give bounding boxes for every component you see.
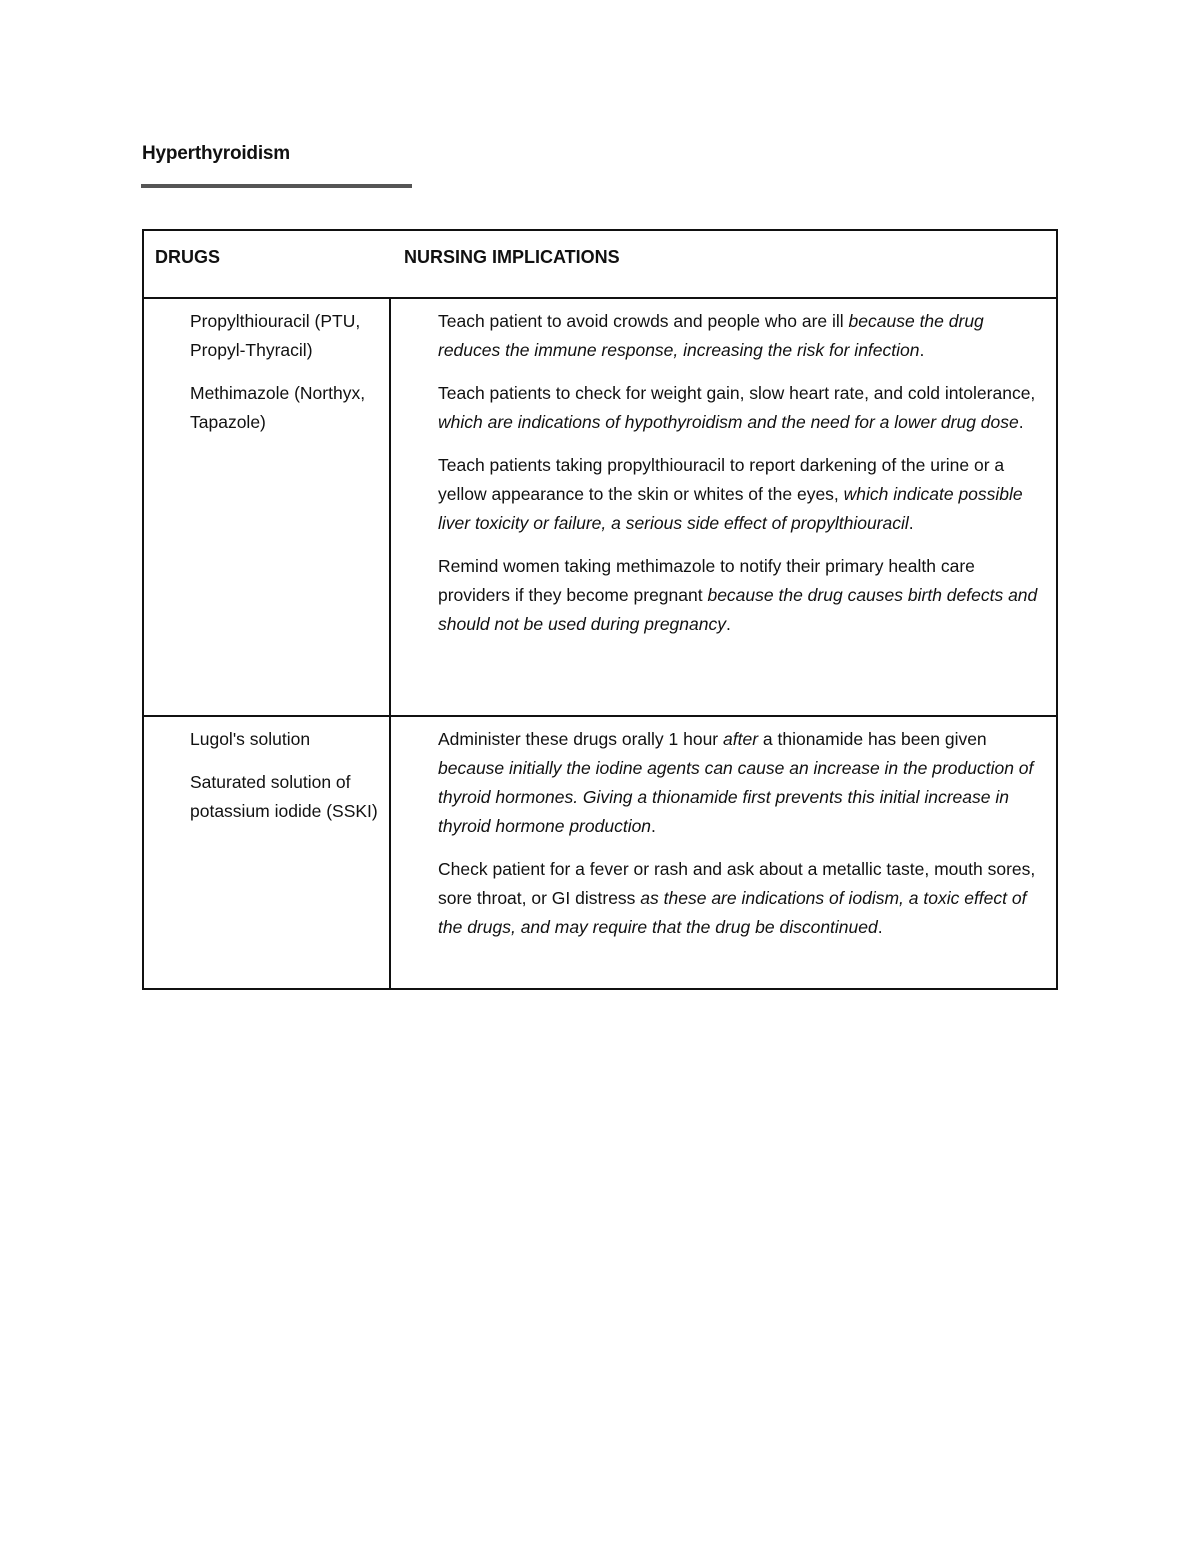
implication-end: . — [726, 614, 731, 634]
implication-paragraph — [438, 552, 1044, 639]
implication-end: . — [877, 917, 883, 937]
drug-name: Lugol's solution — [190, 729, 311, 749]
implication-text: Teach patients to check for weight gain, slow heart rate, and cold intolerance, — [438, 383, 1036, 403]
implication-rationale: which are indications of hypothyroidism and the need for a lower drug dose — [438, 412, 1019, 432]
drug-cell — [143, 716, 390, 989]
table-row — [143, 716, 1057, 989]
drug-name: Methimazole (Northyx, Tapazole) — [190, 383, 366, 432]
table-row — [143, 298, 1057, 716]
implication-text: Teach patients taking propylthiouracil to report darkening of the urine or a yellow appearance to the skin or whites of the eyes, — [438, 455, 1005, 504]
drug-name: Propylthiouracil (PTU, Propyl-Thyracil) — [190, 311, 361, 360]
implication-paragraph — [438, 379, 1044, 437]
implication-paragraph — [438, 451, 1044, 538]
drug-cell — [143, 298, 390, 716]
implication-text: a thionamide has been given — [758, 729, 987, 749]
implication-rationale: because the drug reduces the immune response, increasing the risk for infection — [438, 311, 984, 360]
header-drugs: DRUGS — [143, 230, 390, 298]
implication-end: . — [1018, 412, 1024, 432]
implication-paragraph — [438, 855, 1044, 942]
implications-cell — [390, 716, 1057, 989]
implication-text: Remind women taking methimazole to notify their primary health care providers if they become pregnant — [438, 556, 975, 605]
implication-rationale: as these are indications of iodism, a toxic effect of the drugs, and may require that the drug be discontinued — [438, 888, 1027, 937]
header-nursing-implications: NURSING IMPLICATIONS — [390, 230, 1057, 298]
implication-text: Administer these drugs orally 1 hour — [438, 729, 723, 749]
drug-name: Saturated solution of potassium iodide (SSKI) — [190, 772, 378, 821]
implication-end: . — [919, 340, 925, 360]
implication-text: Check patient for a fever or rash and ask about a metallic taste, mouth sores, sore throat, or GI distress — [438, 859, 1036, 908]
implication-emphasis: after — [723, 729, 759, 749]
implication-rationale: which indicate possible liver toxicity or failure, a serious side effect of propylthiouracil — [438, 484, 1023, 533]
implication-rationale: because initially the iodine agents can cause an increase in the production of thyroid hormones. Giving a thionamide first prevents this initial increase in thyroid hormone production — [438, 758, 1034, 836]
drug-table — [142, 229, 1058, 990]
implication-text: Teach patient to avoid crowds and people who are ill — [438, 311, 849, 331]
implication-rationale: because the drug causes birth defects and should not be used during pregnancy — [438, 585, 1038, 634]
implication-end: . — [651, 816, 656, 836]
implication-paragraph — [438, 307, 1044, 365]
implication-paragraph — [438, 725, 1044, 841]
implication-end: . — [908, 513, 914, 533]
title-underline — [141, 184, 412, 188]
document-title: Hyperthyroidism — [142, 143, 290, 164]
implications-cell — [390, 298, 1057, 716]
table-header-row — [143, 230, 1057, 298]
